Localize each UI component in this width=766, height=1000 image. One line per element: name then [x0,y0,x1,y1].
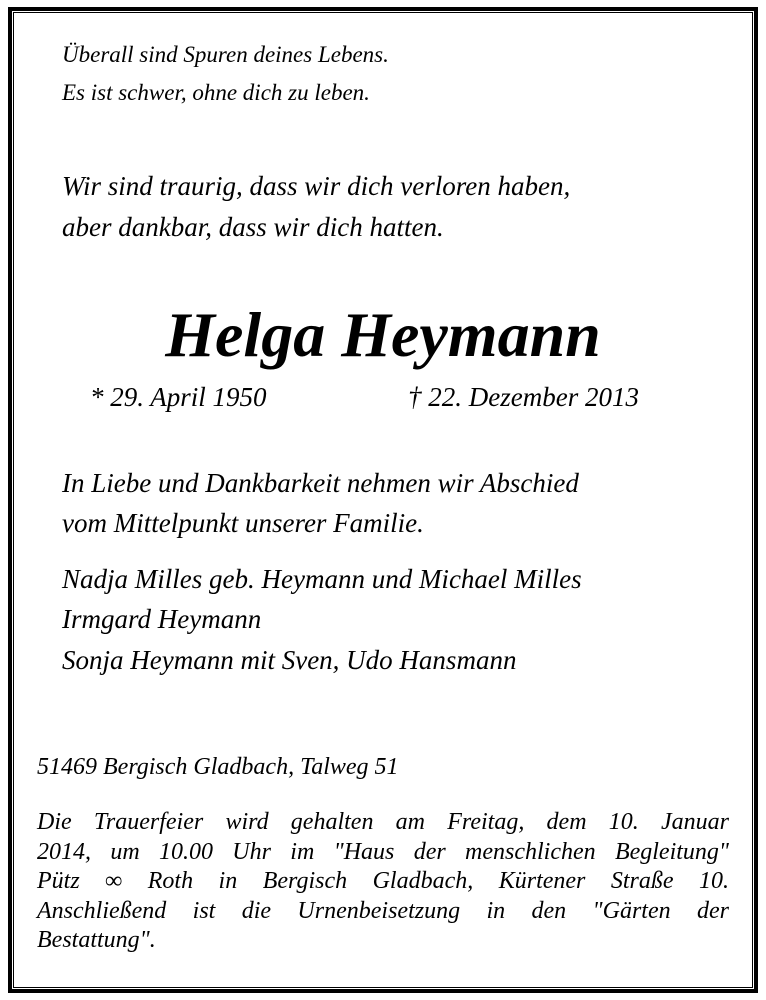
family-address: 51469 Bergisch Gladbach, Talweg 51 [37,754,399,780]
service-notice [37,808,729,956]
notice-line-4: Anschließend ist die Urnenbeisetzung in den "Gärten der [37,897,729,924]
farewell-line-2: vom Mittelpunkt unserer Familie. [62,508,424,538]
mourner-line: Nadja Milles geb. Heymann und Michael Milles [62,564,582,594]
notice-line-5: Bestattung". [37,927,156,953]
notice-line-3: Pütz ∞ Roth in Bergisch Gladbach, Kürtener Straße 10. [37,868,729,894]
notice-line-2: 2014, um 10.00 Uhr im "Haus der menschlichen Begleitung" [37,838,729,865]
birth-date: * 29. April 1950 [90,382,267,412]
verse-line-1: Überall sind Spuren deines Lebens. [62,42,389,67]
verse2-line-2: aber dankbar, dass wir dich hatten. [62,212,444,242]
verse2-line-1: Wir sind traurig, dass wir dich verloren haben, [62,171,571,201]
farewell-line-1: In Liebe und Dankbarkeit nehmen wir Abschied [62,468,579,498]
mourner-line: Sonja Heymann mit Sven, Udo Hansmann [62,645,517,675]
mourner-line: Irmgard Heymann [62,604,262,634]
death-date: † 22. Dezember 2013 [408,382,639,412]
verse-line-2: Es ist schwer, ohne dich zu leben. [62,80,370,105]
deceased-name: Helga Heymann [165,299,601,370]
notice-line-1: Die Trauerfeier wird gehalten am Freitag, dem 10. Januar [37,809,729,835]
